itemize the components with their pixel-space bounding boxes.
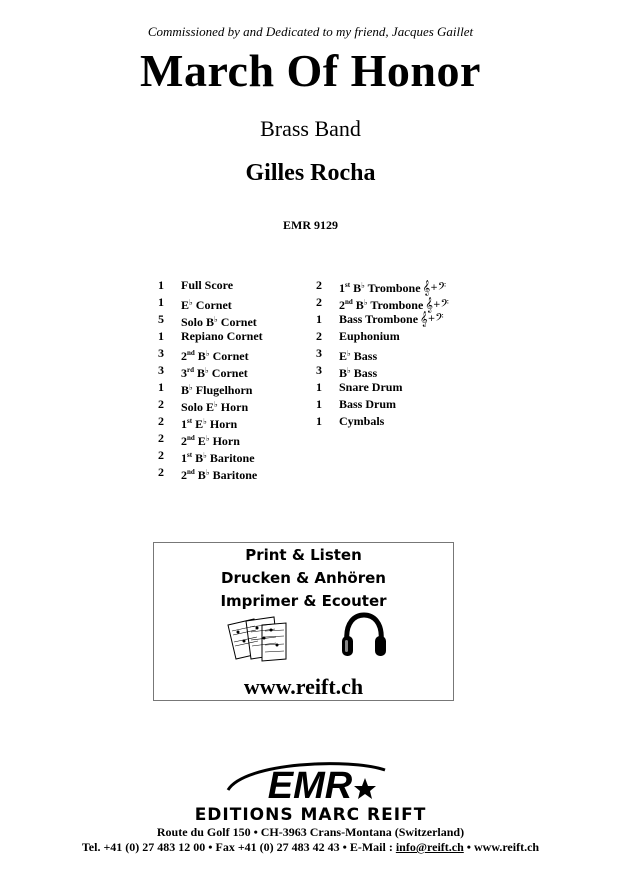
composer-name: Gilles Rocha bbox=[245, 160, 376, 186]
part-quantity: 3 bbox=[316, 363, 322, 377]
part-name: E♭ Cornet bbox=[181, 298, 232, 312]
part-quantity: 1 bbox=[316, 380, 322, 394]
part-name: 2nd B♭ Trombone 𝄞+𝄢 bbox=[339, 298, 449, 313]
publisher-contact bbox=[0, 840, 621, 855]
part-name: 1st B♭ Trombone 𝄞+𝄢 bbox=[339, 281, 447, 296]
dedication-line: Commissioned by and Dedicated to my friend, Jacques Gaillet bbox=[147, 24, 474, 39]
promo-line-german: Drucken & Anhören bbox=[221, 569, 386, 587]
part-name: 1st E♭ Horn bbox=[181, 417, 238, 431]
part-quantity: 1 bbox=[158, 295, 164, 309]
part-quantity: 1 bbox=[316, 397, 322, 411]
promo-website[interactable]: www.reift.ch bbox=[243, 674, 364, 699]
part-name: Cymbals bbox=[339, 414, 385, 428]
publisher-name: EDITIONS MARC REIFT bbox=[194, 805, 427, 825]
part-quantity: 3 bbox=[158, 363, 164, 377]
promo-line-english: Print & Listen bbox=[245, 546, 362, 564]
part-name: Solo E♭ Horn bbox=[181, 400, 249, 414]
part-name: 2nd E♭ Horn bbox=[181, 434, 240, 448]
part-quantity: 2 bbox=[158, 397, 164, 411]
part-name: Snare Drum bbox=[339, 380, 403, 394]
part-quantity: 3 bbox=[316, 346, 322, 360]
email-link[interactable]: info@reift.ch bbox=[395, 840, 464, 854]
part-name: 1st B♭ Baritone bbox=[181, 451, 255, 465]
part-quantity: 1 bbox=[158, 329, 164, 343]
piece-title: March Of Honor bbox=[140, 45, 481, 96]
promo-line-french: Imprimer & Ecouter bbox=[220, 592, 387, 610]
contact-website[interactable]: • www.reift.ch bbox=[463, 840, 540, 854]
part-name: 2nd B♭ Cornet bbox=[181, 349, 249, 363]
part-name: B♭ Bass bbox=[339, 366, 378, 380]
part-name: B♭ Flugelhorn bbox=[181, 383, 253, 397]
part-quantity: 3 bbox=[158, 346, 164, 360]
clef-icon: 𝄞+𝄢 bbox=[422, 281, 447, 296]
contact-phone-fax: Tel. +41 (0) 27 483 12 00 • Fax +41 (0) 27 483 42 43 • E-Mail : bbox=[81, 840, 396, 854]
part-name: 3rd B♭ Cornet bbox=[181, 366, 248, 380]
sheet-music-icon bbox=[224, 615, 290, 663]
part-name: Bass Drum bbox=[339, 397, 397, 411]
headphones-icon bbox=[340, 612, 388, 658]
part-name: Repiano Cornet bbox=[181, 329, 263, 343]
part-name: Solo B♭ Cornet bbox=[181, 315, 257, 329]
catalog-code: EMR 9129 bbox=[283, 218, 338, 232]
part-quantity: 2 bbox=[158, 414, 164, 428]
part-quantity: 2 bbox=[316, 278, 322, 292]
part-quantity: 2 bbox=[316, 295, 322, 309]
emr-logo bbox=[210, 760, 410, 806]
part-quantity: 1 bbox=[158, 278, 164, 292]
clef-icon: 𝄞+𝄢 bbox=[420, 312, 444, 327]
part-quantity: 2 bbox=[316, 329, 322, 343]
publisher-address: Route du Golf 150 • CH-3963 Crans-Montana (Switzerland) bbox=[156, 825, 465, 839]
part-name: E♭ Bass bbox=[339, 349, 378, 363]
clef-icon: 𝄞+𝄢 bbox=[425, 298, 449, 313]
part-quantity: 1 bbox=[158, 380, 164, 394]
logo-text: EMR bbox=[267, 765, 353, 806]
part-name: 2nd B♭ Baritone bbox=[181, 468, 258, 482]
part-quantity: 2 bbox=[158, 448, 164, 462]
part-name: Bass Trombone 𝄞+𝄢 bbox=[339, 312, 444, 327]
part-name: Full Score bbox=[181, 278, 234, 292]
part-quantity: 2 bbox=[158, 465, 164, 479]
part-quantity: 1 bbox=[316, 414, 322, 428]
print-listen-box bbox=[153, 542, 454, 701]
part-quantity: 1 bbox=[316, 312, 322, 326]
ensemble-subtitle: Brass Band bbox=[260, 116, 361, 141]
part-quantity: 5 bbox=[158, 312, 164, 326]
part-name: Euphonium bbox=[339, 329, 400, 343]
part-quantity: 2 bbox=[158, 431, 164, 445]
